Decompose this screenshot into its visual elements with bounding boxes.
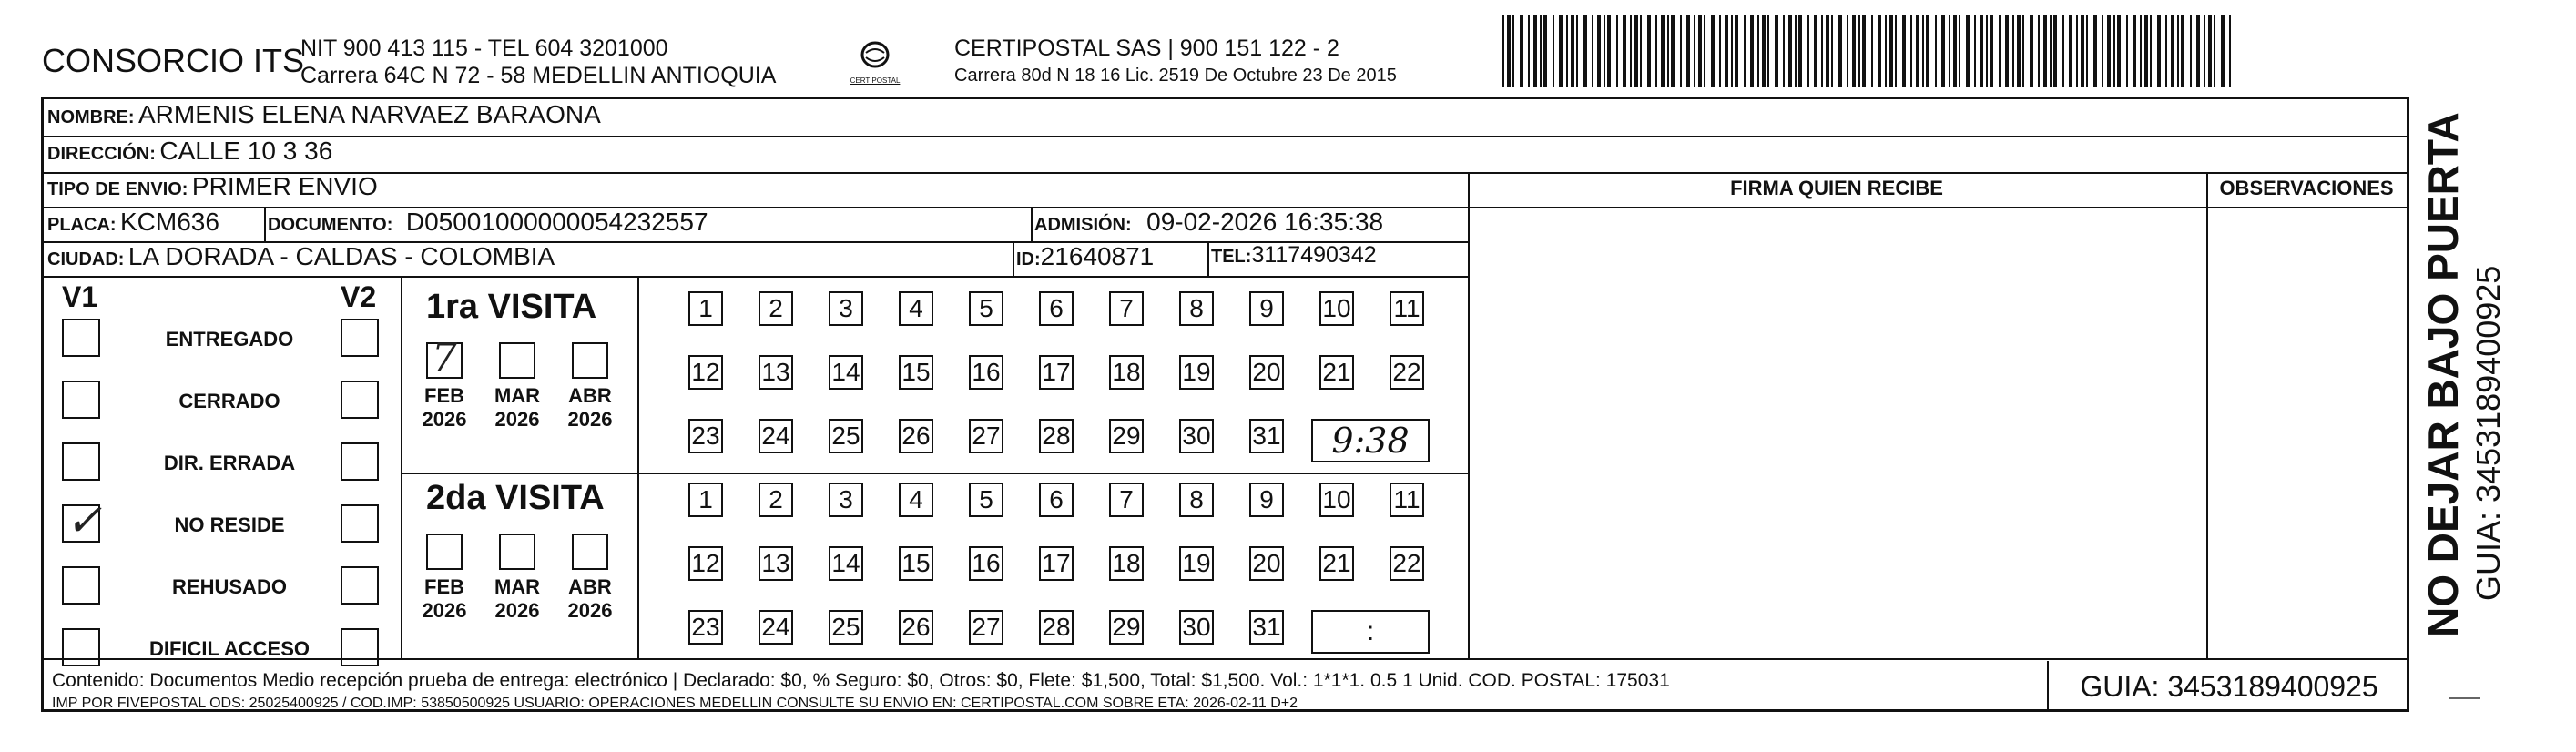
second-month-label — [563, 575, 617, 623]
month-year: 2026 — [494, 599, 540, 622]
barcode-bar — [1847, 15, 1848, 87]
v2-checkbox-rehusado[interactable] — [341, 566, 379, 605]
ciudad-value: LA DORADA - CALDAS - COLOMBIA — [127, 242, 555, 270]
first-month-checkbox-feb[interactable] — [426, 335, 463, 381]
barcode-bar — [2076, 15, 2078, 87]
barcode-bar — [2053, 15, 2057, 87]
barcode-bar — [2190, 15, 2192, 87]
barcode-bar — [1744, 15, 1746, 87]
firma-header: FIRMA QUIEN RECIBE — [1730, 177, 1943, 199]
first-day-box[interactable]: 21 — [1319, 355, 1354, 390]
tel-label: TEL: — [1211, 247, 1252, 267]
barcode-bar — [1686, 15, 1690, 87]
barcode-bar — [1634, 15, 1638, 87]
barcode-bar — [2144, 15, 2148, 87]
second-day-box[interactable]: 5 — [969, 483, 1003, 517]
second-day-box[interactable]: 17 — [1039, 546, 1074, 581]
barcode-bar — [1507, 15, 1511, 87]
barcode-bar — [1826, 15, 1829, 87]
barcode-bar — [1661, 15, 1665, 87]
tel-row — [1211, 242, 1377, 269]
second-day-box[interactable]: 18 — [1109, 546, 1144, 581]
barcode-bar — [2081, 15, 2084, 87]
barcode-bar — [1980, 15, 1983, 87]
barcode-bar — [1878, 15, 1881, 87]
status-label: ENTREGADO — [165, 328, 294, 351]
month-year: 2026 — [422, 599, 467, 622]
barcode-bar — [2117, 15, 2121, 87]
barcode-bar — [2196, 15, 2200, 87]
first-day-box[interactable]: 5 — [969, 291, 1003, 326]
barcode-bar — [1885, 15, 1887, 87]
v1-header: V1 — [62, 280, 98, 313]
second-day-box[interactable]: 11 — [1390, 483, 1424, 517]
v1-checkbox-rehusado[interactable] — [62, 566, 100, 605]
barcode-bar — [1604, 15, 1605, 87]
second-day-box[interactable]: 7 — [1109, 483, 1144, 517]
barcode-bar — [1838, 15, 1842, 87]
margin-mark — [2449, 697, 2480, 699]
v1-checkbox-cerrado[interactable] — [62, 381, 100, 419]
placa-row — [47, 208, 219, 237]
barcode-bar — [1592, 15, 1593, 87]
v2-checkbox-entregado[interactable] — [341, 319, 379, 357]
first-day-box[interactable]: 25 — [829, 419, 863, 453]
barcode-bar — [2126, 15, 2128, 87]
barcode-bar — [2093, 15, 2097, 87]
second-day-box[interactable]: 26 — [899, 610, 933, 645]
direccion-value: CALLE 10 3 36 — [159, 137, 333, 165]
second-day-box[interactable]: 12 — [688, 546, 723, 581]
first-visit-title: 1ra VISITA — [426, 288, 597, 326]
barcode-bar — [1630, 15, 1632, 87]
second-month-checkbox-feb[interactable] — [426, 534, 463, 570]
month-name: MAR — [494, 575, 541, 598]
barcode-bar — [2043, 15, 2047, 87]
month-year: 2026 — [567, 599, 613, 622]
barcode-bar — [1807, 15, 1809, 87]
first-day-box[interactable]: 17 — [1039, 355, 1074, 390]
nit-line: NIT 900 413 115 - TEL 604 3201000 — [300, 36, 668, 61]
first-month-label — [417, 384, 472, 432]
footer-contents: Contenido: Documentos Medio recepción prueba de entrega: electrónico | Declarado: $0, % Seguro: $0, Otros: $0, Flete: $1,500, Total: $1,500. Vol.: 1*1*1. 0.5 1 Unid. COD. POSTAL: 175031 — [52, 670, 1670, 691]
barcode-bar — [2171, 15, 2174, 87]
first-day-box[interactable]: 3 — [829, 291, 863, 326]
second-visit-title: 2da VISITA — [426, 479, 605, 517]
first-day-box[interactable]: 31 — [1249, 419, 1284, 453]
barcode-bar — [1750, 15, 1754, 87]
company-address: Carrera 64C N 72 - 58 MEDELLIN ANTIOQUIA — [300, 63, 777, 88]
v1-checkbox-dificil-acceso[interactable] — [62, 628, 100, 666]
month-name: ABR — [568, 384, 612, 407]
barcode-bar — [2022, 15, 2024, 87]
carrier-address: Carrera 80d N 18 16 Lic. 2519 De Octubre 23 De 2015 — [954, 66, 1397, 86]
second-day-box[interactable]: 29 — [1109, 610, 1144, 645]
month-year: 2026 — [494, 408, 540, 431]
first-day-box[interactable]: 26 — [899, 419, 933, 453]
barcode-bar — [1783, 15, 1785, 87]
barcode-bar — [1671, 15, 1675, 87]
second-day-box[interactable]: 22 — [1390, 546, 1424, 581]
second-day-box[interactable]: 25 — [829, 610, 863, 645]
barcode-bar — [1528, 15, 1530, 87]
second-day-box[interactable]: 4 — [899, 483, 933, 517]
barcode-bar — [1862, 15, 1866, 87]
second-day-box[interactable]: 24 — [759, 610, 793, 645]
second-day-box[interactable]: 9 — [1249, 483, 1284, 517]
second-day-box[interactable]: 31 — [1249, 610, 1284, 645]
barcode-bar — [2165, 15, 2167, 87]
barcode-bar — [1623, 15, 1626, 87]
documento-label: DOCUMENTO: — [268, 215, 393, 235]
id-row — [1016, 242, 1154, 271]
barcode-bar — [2113, 15, 2115, 87]
handwritten-check-icon: ✓ — [66, 495, 103, 546]
barcode-bar — [1725, 15, 1728, 87]
second-month-label — [490, 575, 545, 623]
barcode-bar — [2062, 15, 2064, 87]
barcode-bar — [1559, 15, 1563, 87]
v2-header: V2 — [341, 280, 377, 313]
id-value: 21640871 — [1040, 242, 1155, 270]
carrier-info — [954, 35, 1397, 89]
v2-checkbox-dir-errada[interactable] — [341, 442, 379, 481]
barcode-bar — [2221, 15, 2225, 87]
first-time-box[interactable]: 9:38 — [1311, 419, 1430, 462]
barcode-bar — [1910, 15, 1912, 87]
barcode-bar — [1788, 15, 1792, 87]
second-month-label — [417, 575, 472, 623]
barcode-bar — [2069, 15, 2072, 87]
barcode-bar — [1959, 15, 1960, 87]
barcode-bar — [2086, 15, 2088, 87]
tipo-row — [47, 172, 378, 201]
barcode-bar — [1798, 15, 1802, 87]
barcode-bar — [1735, 15, 1738, 87]
nombre-row — [47, 100, 601, 129]
barcode-bar — [2157, 15, 2161, 87]
first-day-box[interactable]: 14 — [829, 355, 863, 390]
direccion-label: DIRECCIÓN: — [47, 144, 156, 164]
barcode-bar — [1922, 15, 1924, 87]
barcode-bar — [1616, 15, 1618, 87]
barcode-bar — [1540, 15, 1542, 87]
second-day-box[interactable]: 21 — [1319, 546, 1354, 581]
barcode-bar — [2012, 15, 2014, 87]
first-day-box[interactable]: 11 — [1390, 291, 1424, 326]
first-day-box[interactable]: 30 — [1179, 419, 1214, 453]
second-day-box[interactable]: 16 — [969, 546, 1003, 581]
barcode-bar — [1553, 15, 1554, 87]
barcode-bar — [2208, 15, 2212, 87]
status-label: REHUSADO — [172, 575, 287, 598]
documento-value: D05001000000054232557 — [405, 208, 708, 236]
first-month-label — [490, 384, 545, 432]
first-day-box[interactable]: 20 — [1249, 355, 1284, 390]
barcode-bar — [2214, 15, 2215, 87]
nombre-value: ARMENIS ELENA NARVAEZ BARAONA — [138, 100, 601, 128]
first-day-box[interactable]: 6 — [1039, 291, 1074, 326]
month-name: ABR — [568, 575, 612, 598]
second-day-box[interactable]: 6 — [1039, 483, 1074, 517]
barcode-bar — [2181, 15, 2184, 87]
barcode-bar — [2229, 15, 2231, 87]
second-day-box[interactable]: 13 — [759, 546, 793, 581]
second-month-checkbox-mar[interactable] — [499, 534, 535, 570]
second-day-box[interactable]: 14 — [829, 546, 863, 581]
second-day-box[interactable]: 8 — [1179, 483, 1214, 517]
barcode-bar — [1571, 15, 1574, 87]
carrier-line: CERTIPOSTAL SAS | 900 151 122 - 2 — [954, 36, 1339, 61]
barcode-bar — [1821, 15, 1823, 87]
ciudad-label: CIUDAD: — [47, 249, 125, 269]
barcode-bar — [1647, 15, 1651, 87]
barcode-bar — [2150, 15, 2152, 87]
barcode-bar — [1711, 15, 1715, 87]
barcode-bar — [1953, 15, 1957, 87]
barcode-bar — [1999, 15, 2001, 87]
barcode-bar — [1935, 15, 1937, 87]
month-name: FEB — [424, 575, 464, 598]
barcode-bar — [1502, 15, 1504, 87]
second-day-box[interactable]: 15 — [899, 546, 933, 581]
first-day-box[interactable]: 9 — [1249, 291, 1284, 326]
second-day-box[interactable]: 27 — [969, 610, 1003, 645]
barcode-bar — [1667, 15, 1669, 87]
barcode-bar — [2177, 15, 2179, 87]
barcode — [1502, 15, 2231, 87]
barcode-bar — [1655, 15, 1657, 87]
barcode-bar — [1916, 15, 1919, 87]
handwritten-month-mark: 7 — [432, 335, 457, 381]
barcode-bar — [1731, 15, 1733, 87]
first-day-box[interactable]: 2 — [759, 291, 793, 326]
v2-checkbox-dificil-acceso[interactable] — [341, 628, 379, 666]
second-day-box[interactable]: 30 — [1179, 610, 1214, 645]
v1-checkbox-no-reside[interactable] — [62, 495, 103, 546]
month-name: MAR — [494, 384, 541, 407]
barcode-bar — [1889, 15, 1893, 87]
second-day-box[interactable]: 3 — [829, 483, 863, 517]
first-day-box[interactable]: 12 — [688, 355, 723, 390]
observaciones-header: OBSERVACIONES — [2219, 177, 2394, 199]
barcode-bar — [1512, 15, 1514, 87]
documento-row — [268, 208, 708, 237]
footer-guia: GUIA: 3453189400925 — [2047, 661, 2409, 712]
first-day-box[interactable]: 18 — [1109, 355, 1144, 390]
logo-caption: CERTIPOSTAL — [850, 76, 901, 85]
barcode-bar — [1680, 15, 1682, 87]
admision-row — [1034, 208, 1383, 237]
first-day-box[interactable]: 28 — [1039, 419, 1074, 453]
barcode-bar — [1986, 15, 1988, 87]
v2-checkbox-no-reside[interactable] — [341, 504, 379, 543]
footer-print-info: IMP POR FIVEPOSTAL ODS: 25025400925 / COD.IMP: 53850500925 USUARIO: OPERACIONES MEDELLIN CONSULTE SU ENVIO EN: CERTIPOSTAL.COM SOBRE ETA: 2026-02-11 D+2 — [52, 696, 1298, 711]
barcode-bar — [1858, 15, 1860, 87]
month-year: 2026 — [567, 408, 613, 431]
barcode-bar — [1757, 15, 1759, 87]
first-day-box[interactable]: 24 — [759, 419, 793, 453]
barcode-bar — [1607, 15, 1611, 87]
id-label: ID: — [1016, 249, 1041, 269]
v1-checkbox-dir-errada[interactable] — [62, 442, 100, 481]
first-day-box[interactable]: 27 — [969, 419, 1003, 453]
side-warning: NO DEJAR BAJO PUERTA — [2419, 112, 2467, 637]
admision-label: ADMISIÓN: — [1034, 215, 1132, 235]
barcode-bar — [1583, 15, 1587, 87]
side-guia: GUIA: 3453189400925 — [2469, 265, 2507, 601]
placa-label: PLACA: — [47, 215, 117, 235]
second-time-box[interactable]: : — [1311, 610, 1430, 654]
barcode-bar — [1831, 15, 1833, 87]
barcode-bar — [1520, 15, 1523, 87]
barcode-bar — [1576, 15, 1578, 87]
barcode-bar — [2102, 15, 2103, 87]
first-month-checkbox-abr[interactable] — [572, 342, 608, 379]
tipo-value: PRIMER ENVIO — [191, 172, 378, 200]
barcode-bar — [1974, 15, 1976, 87]
second-day-box[interactable]: 2 — [759, 483, 793, 517]
second-day-box[interactable]: 20 — [1249, 546, 1284, 581]
first-day-box[interactable]: 13 — [759, 355, 793, 390]
month-year: 2026 — [422, 408, 467, 431]
barcode-bar — [1694, 15, 1695, 87]
barcode-bar — [1941, 15, 1945, 87]
v1-checkbox-entregado[interactable] — [62, 319, 100, 357]
first-day-box[interactable]: 23 — [688, 419, 723, 453]
barcode-bar — [1698, 15, 1702, 87]
first-day-box[interactable]: 8 — [1179, 291, 1214, 326]
barcode-bar — [2017, 15, 2021, 87]
barcode-bar — [1871, 15, 1873, 87]
first-day-box[interactable]: 15 — [899, 355, 933, 390]
first-day-box[interactable]: 7 — [1109, 291, 1144, 326]
admision-value: 09-02-2026 16:35:38 — [1146, 208, 1384, 236]
barcode-bar — [1543, 15, 1547, 87]
barcode-bar — [1895, 15, 1897, 87]
direccion-row — [47, 137, 332, 166]
barcode-bar — [1767, 15, 1769, 87]
second-day-box[interactable]: 1 — [688, 483, 723, 517]
barcode-bar — [1949, 15, 1950, 87]
first-day-box[interactable]: 29 — [1109, 419, 1144, 453]
company-contact — [300, 35, 776, 89]
barcode-bar — [1533, 15, 1537, 87]
second-month-checkbox-abr[interactable] — [572, 534, 608, 570]
barcode-bar — [1762, 15, 1766, 87]
ciudad-row — [47, 242, 555, 271]
barcode-bar — [1775, 15, 1778, 87]
second-day-box[interactable]: 19 — [1179, 546, 1214, 581]
first-day-box[interactable]: 4 — [899, 291, 933, 326]
placa-value: KCM636 — [120, 208, 219, 236]
month-name: FEB — [424, 384, 464, 407]
barcode-bar — [1990, 15, 1993, 87]
barcode-bar — [2050, 15, 2052, 87]
barcode-bar — [1902, 15, 1906, 87]
barcode-bar — [1719, 15, 1721, 87]
second-day-box[interactable]: 10 — [1319, 483, 1354, 517]
status-label: CERRADO — [178, 390, 280, 412]
second-day-box[interactable]: 28 — [1039, 610, 1074, 645]
status-label: DIFICIL ACCESO — [148, 637, 310, 660]
barcode-bar — [1597, 15, 1601, 87]
barcode-bar — [1966, 15, 1970, 87]
tipo-label: TIPO DE ENVIO: — [47, 179, 188, 199]
barcode-bar — [2005, 15, 2009, 87]
tel-value: 3117490342 — [1251, 242, 1377, 268]
barcode-bar — [1704, 15, 1705, 87]
barcode-bar — [1852, 15, 1856, 87]
first-day-box[interactable]: 10 — [1319, 291, 1354, 326]
first-day-box[interactable]: 1 — [688, 291, 723, 326]
barcode-bar — [1814, 15, 1817, 87]
barcode-bar — [2204, 15, 2205, 87]
certipostal-logo-icon — [836, 33, 914, 97]
status-label: NO RESIDE — [174, 513, 285, 536]
v2-checkbox-cerrado[interactable] — [341, 381, 379, 419]
barcode-bar — [2030, 15, 2033, 87]
barcode-bar — [2038, 15, 2040, 87]
barcode-bar — [2107, 15, 2111, 87]
company-name: CONSORCIO ITS — [42, 42, 305, 79]
barcode-bar — [1640, 15, 1642, 87]
barcode-bar — [1926, 15, 1929, 87]
barcode-bar — [1566, 15, 1568, 87]
barcode-bar — [1795, 15, 1797, 87]
first-day-box[interactable]: 16 — [969, 355, 1003, 390]
status-label: DIR. ERRADA — [163, 452, 296, 474]
first-month-checkbox-mar[interactable] — [499, 342, 535, 379]
first-day-box[interactable]: 19 — [1179, 355, 1214, 390]
first-day-box[interactable]: 22 — [1390, 355, 1424, 390]
barcode-bar — [2133, 15, 2136, 87]
nombre-label: NOMBRE: — [47, 107, 135, 127]
first-month-label — [563, 384, 617, 432]
barcode-bar — [2140, 15, 2142, 87]
second-day-box[interactable]: 23 — [688, 610, 723, 645]
